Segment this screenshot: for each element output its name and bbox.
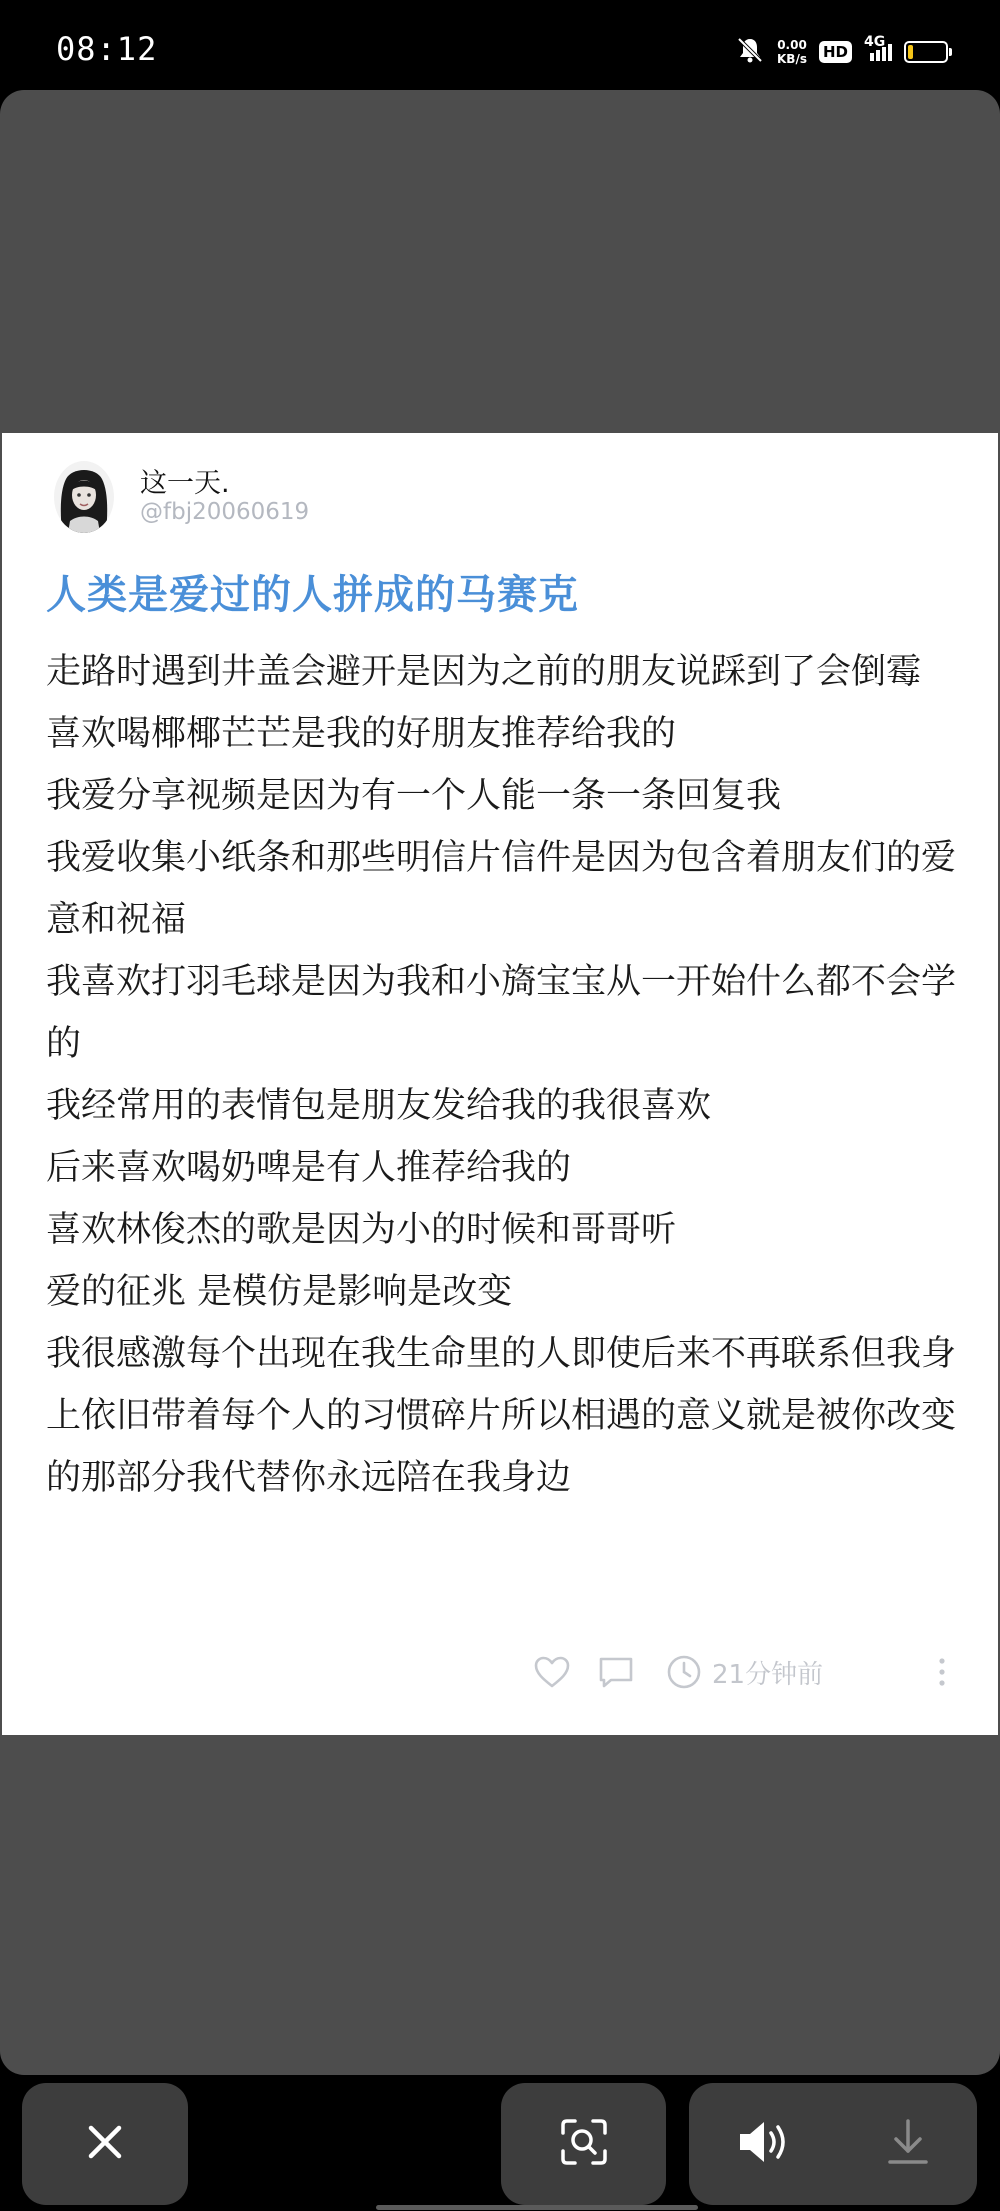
close-icon	[83, 2120, 127, 2168]
post-footer	[532, 1648, 962, 1696]
battery-cap	[949, 48, 952, 56]
avatar[interactable]	[54, 461, 114, 533]
net-speed	[777, 38, 807, 66]
scan-button[interactable]	[501, 2083, 666, 2205]
post-card	[2, 433, 998, 1735]
close-button[interactable]	[22, 2083, 188, 2205]
post-body-line: 喜欢喝椰椰芒芒是我的好朋友推荐给我的	[46, 714, 677, 754]
media-controls	[689, 2083, 977, 2205]
status-icons	[735, 32, 948, 72]
more-vertical-icon[interactable]	[922, 1652, 962, 1692]
post-body-line: 喜欢林俊杰的歌是因为小的时候和哥哥听	[46, 1210, 677, 1250]
speaker-icon[interactable]	[736, 2118, 792, 2170]
post-body-line: 爱的征兆 是模仿是影响是改变	[46, 1272, 513, 1312]
bell-slash-icon	[735, 35, 765, 69]
signal-bar	[876, 50, 880, 61]
username[interactable]: 这一天.	[140, 468, 230, 499]
net-speed-value: 0.00	[777, 38, 807, 52]
clock-icon	[664, 1652, 704, 1692]
home-indicator[interactable]	[376, 2205, 698, 2210]
signal-bar	[870, 53, 874, 61]
post-body-line: 我爱收集小纸条和那些明信片信件是因为包含着朋友们的爱意和祝福	[46, 838, 957, 940]
battery-level: 14	[916, 44, 936, 60]
post-body-line: 我爱分享视频是因为有一个人能一条一条回复我	[46, 776, 782, 816]
post-body-line: 走路时遇到井盖会避开是因为之前的朋友说踩到了会倒霉	[46, 652, 922, 692]
comment-icon[interactable]	[596, 1652, 636, 1692]
signal-bar	[888, 44, 892, 61]
status-time: 08:12	[56, 30, 158, 68]
post-body-line: 我经常用的表情包是朋友发给我的我很喜欢	[46, 1086, 712, 1126]
hd-badge: HD	[819, 41, 852, 63]
signal-label: 4G	[864, 33, 886, 50]
scan-icon	[558, 2116, 610, 2172]
signal-indicator	[864, 33, 892, 61]
user-handle: @fbj20060619	[140, 499, 310, 525]
post-body-line: 我很感激每个出现在我生命里的人即使后来不再联系但我身上依旧带着每个人的习惯碎片所以相遇的意义就是被你改变的那部分我代替你永远陪在我身边	[46, 1334, 957, 1498]
image-preview-panel	[0, 90, 1000, 2075]
post-body-line: 后来喜欢喝奶啤是有人推荐给我的	[46, 1148, 572, 1188]
battery-indicator	[904, 41, 948, 63]
download-icon[interactable]	[886, 2117, 930, 2171]
net-speed-unit: KB/s	[777, 52, 807, 66]
post-time: 21分钟前	[712, 1659, 824, 1690]
post-body-line: 我喜欢打羽毛球是因为我和小旖宝宝从一开始什么都不会学的	[46, 962, 957, 1064]
bottom-action-bar	[0, 2078, 1000, 2211]
heart-icon[interactable]	[532, 1652, 572, 1692]
signal-bar	[864, 51, 868, 61]
post-body	[46, 641, 966, 1509]
status-bar	[0, 0, 1000, 90]
battery-fill	[908, 45, 913, 59]
post-title: 人类是爱过的人拼成的马赛克	[46, 572, 579, 618]
